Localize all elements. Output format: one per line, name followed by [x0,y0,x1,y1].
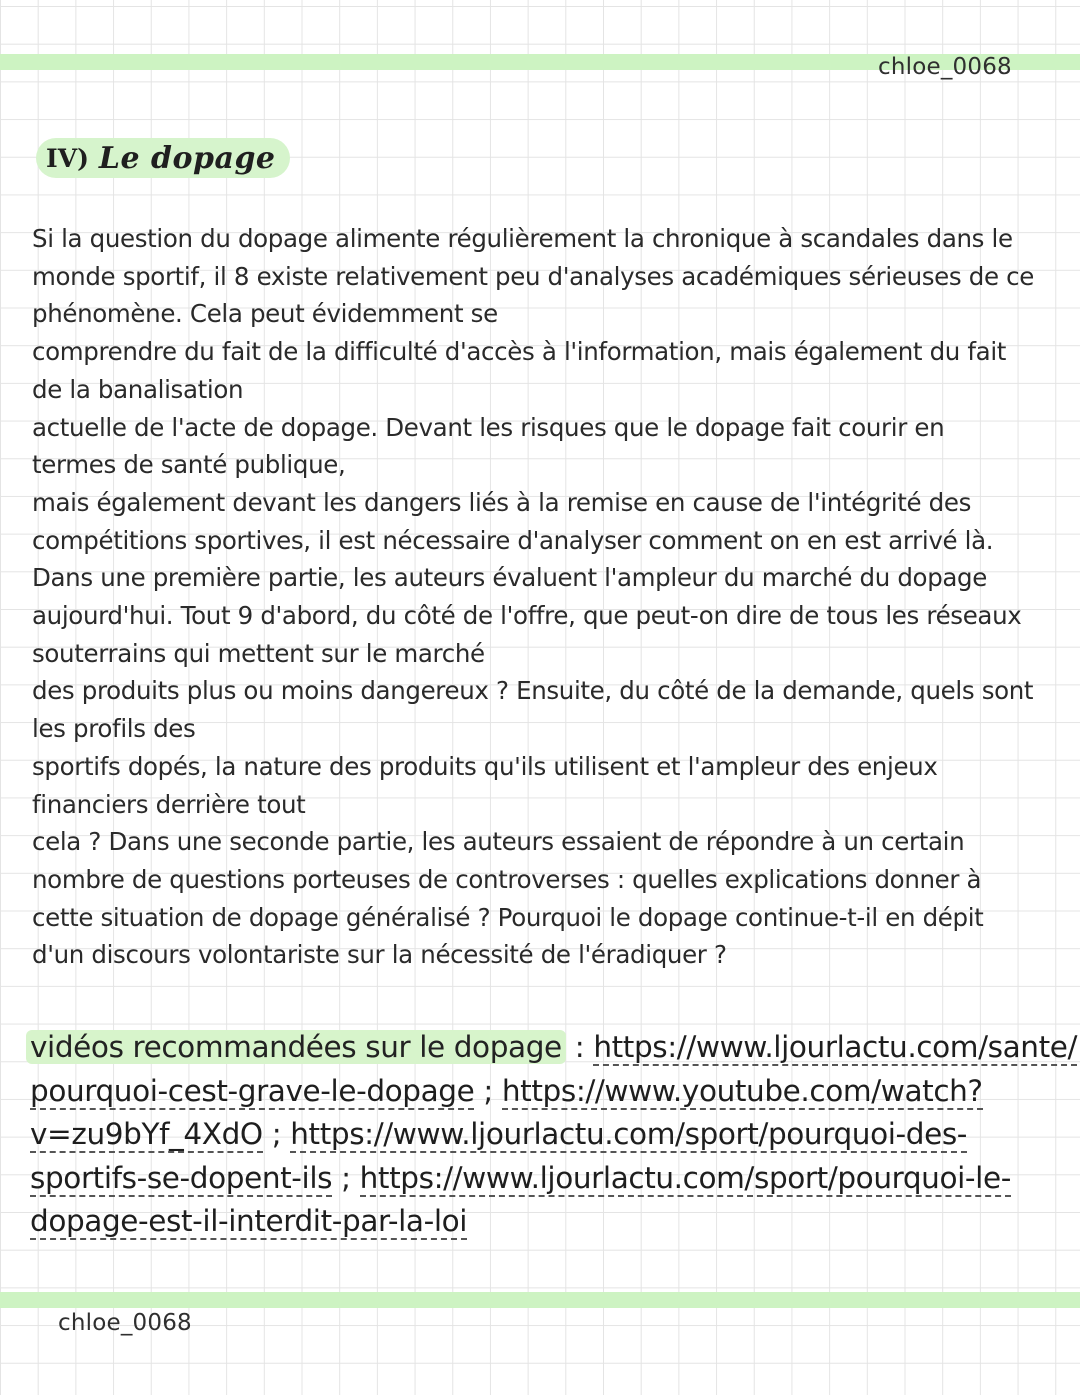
bottom-decorative-band [0,1292,1080,1308]
paragraph-line: nombre de questions porteuses de controverses : quelles explications donner à [32,864,982,894]
link-separator: ; [271,1117,282,1151]
video-link-1[interactable]: https://www.ljourlactu.com/sante/ [593,1030,1078,1064]
author-watermark-top: chloe_0068 [878,54,1012,80]
author-watermark-bottom: chloe_0068 [58,1310,192,1336]
body-paragraph [32,220,1032,974]
section-title: Le dopage [98,140,276,176]
videos-line [30,1157,1070,1201]
link-separator: ; [483,1073,493,1108]
videos-line [30,1200,1070,1244]
paragraph-line: financiers derrière tout [32,789,306,819]
video-link-4[interactable]: https://www.ljourlactu.com/sport/pourquoi-le- [359,1160,1011,1195]
video-link-3[interactable]: https://www.ljourlactu.com/sport/pourquoi-des- [290,1117,968,1151]
paragraph-line: monde sportif, il 8 existe relativement peu d'analyses académiques sérieuses de ce [32,261,1034,291]
paragraph-line: compétitions sportives, il est nécessaire d'analyser comment on en est arrivé là. [32,525,994,555]
video-link-2-continued[interactable]: v=zu9bYf_4XdO [30,1117,263,1151]
paragraph-line: sportifs dopés, la nature des produits qu'ils utilisent et l'ampleur des enjeux [32,751,938,781]
paragraph-line: Si la question du dopage alimente régulièrement la chronique à scandales dans le [32,224,1013,253]
paragraph-line: de la banalisation [32,374,244,404]
video-link-3-continued[interactable]: sportifs-se-dopent-ils [30,1160,333,1195]
videos-line [30,1113,1070,1157]
paragraph-line: d'un discours volontariste sur la nécessité de l'éradiquer ? [32,940,727,970]
videos-label: vidéos recommandées sur le dopage [26,1030,566,1064]
paragraph-line: souterrains qui mettent sur le marché [32,638,485,668]
paragraph-line: Dans une première partie, les auteurs évaluent l'ampleur du marché du dopage [32,563,987,593]
paragraph-line: mais également devant les dangers liés à la remise en cause de l'intégrité des [32,487,971,517]
video-link-2[interactable]: https://www.youtube.com/watch? [501,1073,983,1108]
paragraph-line: les profils des [32,714,196,744]
paragraph-line: des produits plus ou moins dangereux ? Ensuite, du côté de la demande, quels sont [32,676,1034,706]
videos-line [30,1026,1078,1070]
paragraph-line: cette situation de dopage généralisé ? Pourquoi le dopage continue-t-il en dépit [32,902,984,932]
section-number: IV) [46,143,89,173]
paragraph-line: actuelle de l'acte de dopage. Devant les risques que le dopage fait courir en [32,412,945,442]
video-link-4-continued[interactable]: dopage-est-il-interdit-par-la-loi [30,1204,468,1238]
video-link-1-continued[interactable]: pourquoi-cest-grave-le-dopage [30,1073,475,1108]
paragraph-line: comprendre du fait de la difficulté d'accès à l'information, mais également du fait [32,337,1007,367]
paragraph-line: phénomène. Cela peut évidemment se [32,299,498,329]
section-heading [36,138,290,178]
link-separator: ; [341,1160,351,1195]
paragraph-line: aujourd'hui. Tout 9 d'abord, du côté de l'offre, que peut-on dire de tous les réseaux [32,601,1022,631]
recommended-videos [30,1026,1078,1244]
paragraph-line: cela ? Dans une seconde partie, les auteurs essaient de répondre à un certain [32,827,965,857]
videos-line [30,1070,1070,1114]
videos-colon: : [574,1030,585,1064]
paragraph-line: termes de santé publique, [32,450,346,480]
